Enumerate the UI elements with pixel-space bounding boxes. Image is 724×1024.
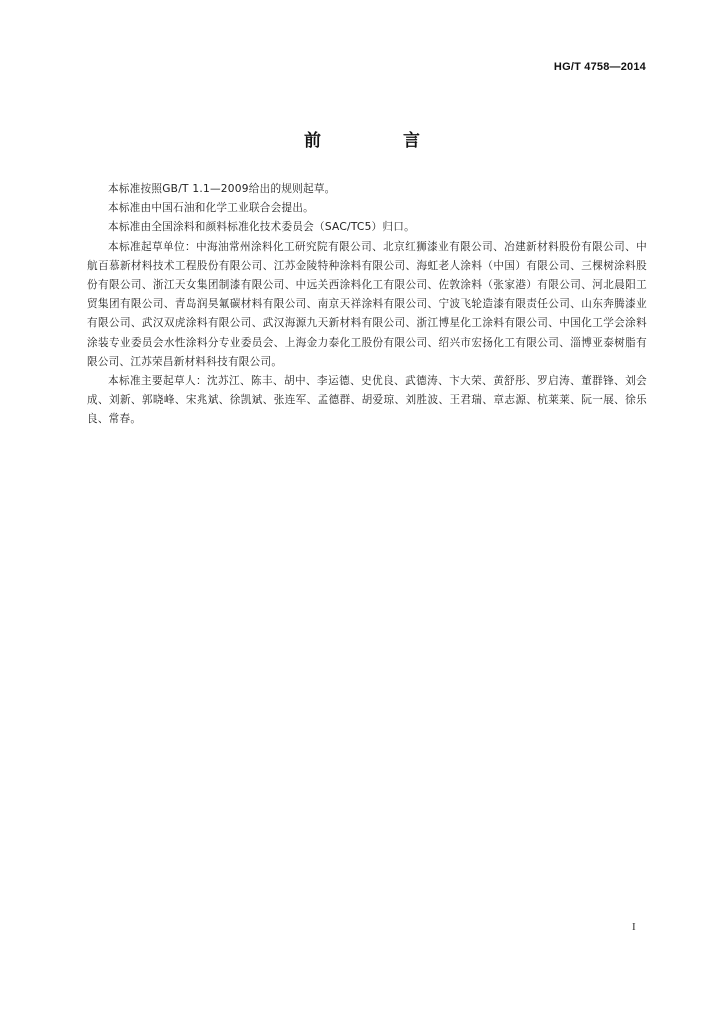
paragraph-proposer: 本标准由中国石油和化学工业联合会提出。 <box>108 202 315 215</box>
page-number: I <box>632 921 636 933</box>
paragraph-drafters: 本标准主要起草人：沈苏江、陈丰、胡中、李运德、史优良、武德涛、卞大荣、黄舒彤、罗启涛、董群锋、刘会成、刘新、郭晓峰、宋兆斌、徐凯斌、张连军、孟德群、胡爱琼、刘胜波、王君瑞、章志源、杭莱莱、阮一展、徐乐良、常春。 <box>87 375 647 426</box>
standard-code: HG/T 4758—2014 <box>553 61 646 73</box>
page-title: 前 言 <box>304 131 458 151</box>
paragraph-drafting-rules: 本标准按照GB/T 1.1—2009给出的规则起草。 <box>108 183 336 195</box>
foreword-body <box>87 180 647 430</box>
paragraph-drafting-units: 本标准起草单位：中海油常州涂料化工研究院有限公司、北京红狮漆业有限公司、冶建新材料股份有限公司、中航百慕新材料技术工程股份有限公司、江苏金陵特种涂料有限公司、海虹老人涂料（中国）有限公司、三棵树涂料股份有限公司、浙江天女集团制漆有限公司、中远关西涂料化工有限公司、佐敦涂料（张家港）有限公司、河北晨阳工贸集团有限公司、青岛润昊氟碳材料有限公司、南京天祥涂料有限公司、宁波飞轮造漆有限责任公司、山东奔腾漆业有限公司、武汉双虎涂料有限公司、武汉海源九天新材料有限公司、浙江博星化工涂料有限公司、中国化工学会涂料涂装专业委员会水性涂料分专业委员会、上海金力泰化工股份有限公司、绍兴市宏扬化工有限公司、淄博亚泰树脂有限公司、江苏荣昌新材料科技有限公司。 <box>87 240 647 368</box>
paragraph-technical-committee: 本标准由全国涂料和颜料标准化技术委员会（SAC/TC5）归口。 <box>108 221 415 234</box>
